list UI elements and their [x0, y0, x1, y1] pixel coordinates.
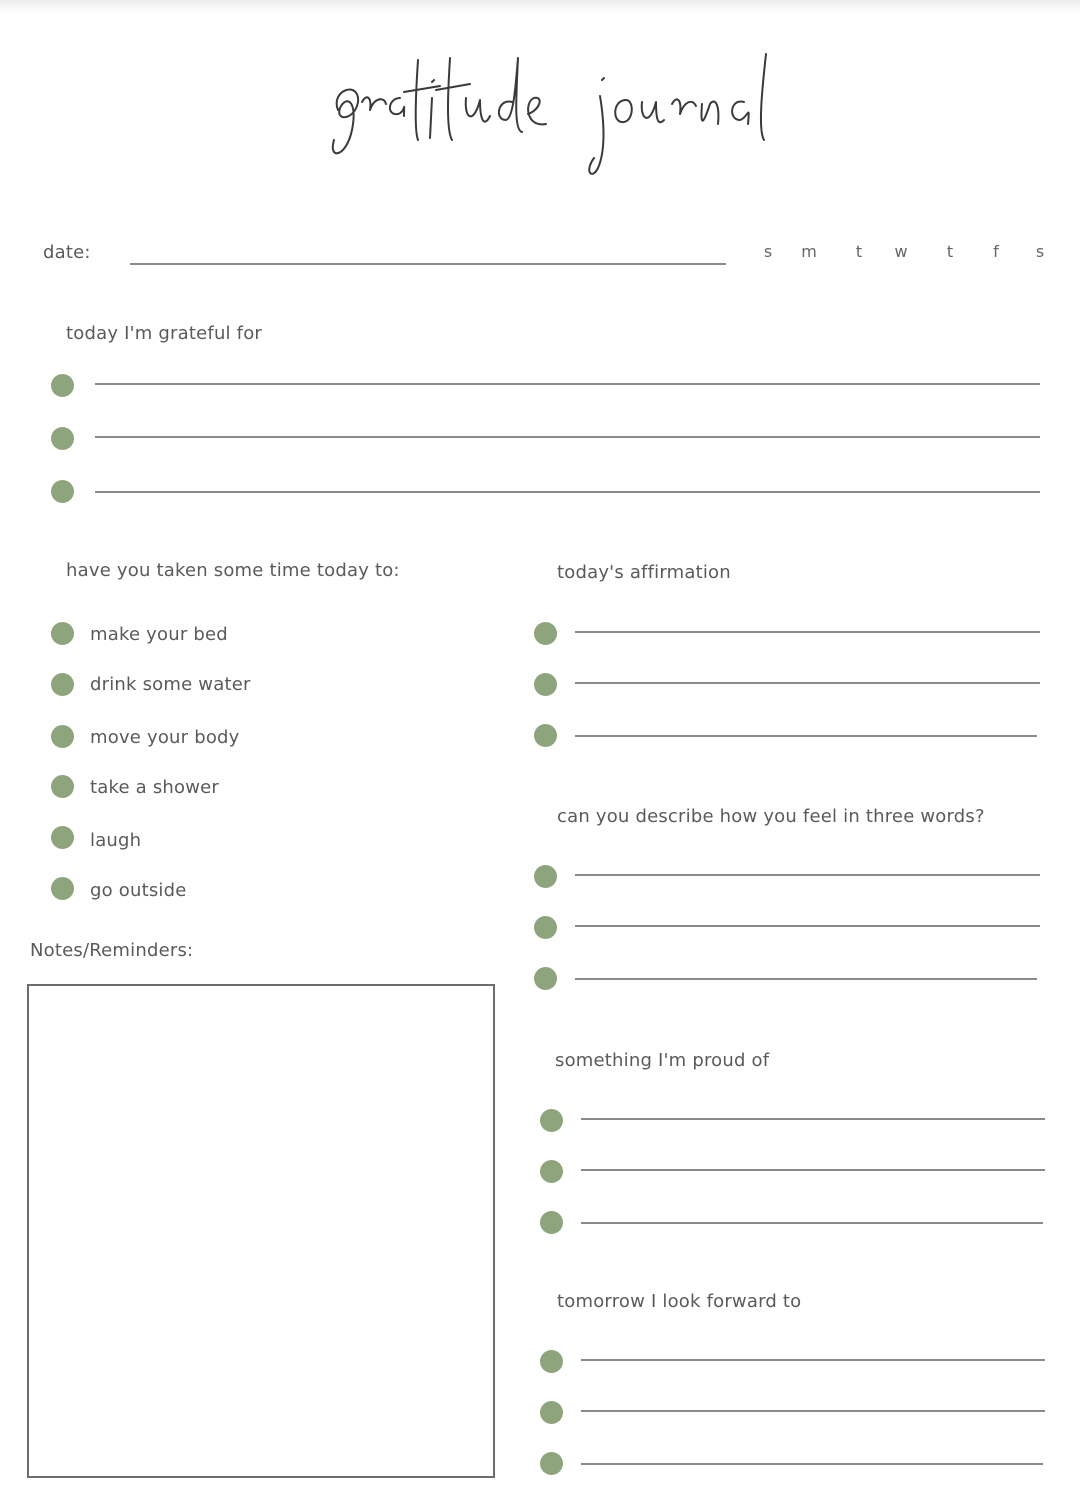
proud-bullet-2 [540, 1160, 563, 1183]
feelings-bullet-3 [534, 967, 557, 990]
weekday-saturday[interactable]: s [1035, 242, 1045, 261]
checklist-heading: have you taken some time today to: [66, 560, 400, 581]
proud-bullet-3 [540, 1211, 563, 1234]
proud-bullet-1 [540, 1109, 563, 1132]
grateful-bullet-1 [51, 374, 74, 397]
tomorrow-line-3[interactable] [581, 1463, 1043, 1465]
weekday-wednesday[interactable]: w [894, 242, 908, 261]
top-shade [0, 0, 1080, 14]
checklist-bullet-4[interactable] [51, 775, 74, 798]
feelings-bullet-1 [534, 865, 557, 888]
journal-title-text [300, 190, 780, 191]
grateful-bullet-2 [51, 427, 74, 450]
affirmation-heading: today's affirmation [557, 562, 731, 583]
feelings-line-3[interactable] [575, 978, 1037, 980]
weekday-friday[interactable]: f [993, 242, 999, 261]
date-line[interactable] [130, 263, 726, 265]
feelings-heading: can you describe how you feel in three words? [557, 806, 985, 827]
journal-title [300, 40, 780, 190]
tomorrow-bullet-3 [540, 1452, 563, 1475]
weekday-selector [752, 242, 1052, 266]
grateful-line-3[interactable] [95, 491, 1040, 493]
feelings-line-1[interactable] [575, 874, 1040, 876]
checklist-bullet-6[interactable] [51, 877, 74, 900]
tomorrow-bullet-1 [540, 1350, 563, 1373]
title-script-lettering [300, 40, 780, 190]
proud-line-3[interactable] [581, 1222, 1043, 1224]
affirmation-bullet-2 [534, 673, 557, 696]
checklist-item-make-bed: make your bed [90, 624, 228, 645]
weekday-sunday[interactable]: s [763, 242, 773, 261]
checklist-bullet-3[interactable] [51, 725, 74, 748]
checklist-item-move-body: move your body [90, 727, 240, 748]
grateful-line-2[interactable] [95, 436, 1040, 438]
proud-line-2[interactable] [581, 1169, 1045, 1171]
tomorrow-heading: tomorrow I look forward to [557, 1291, 802, 1312]
proud-heading: something I'm proud of [555, 1050, 770, 1071]
affirmation-line-2[interactable] [575, 682, 1040, 684]
feelings-line-2[interactable] [575, 925, 1040, 927]
weekday-monday[interactable]: m [801, 242, 817, 261]
checklist-item-laugh: laugh [90, 830, 142, 851]
feelings-bullet-2 [534, 916, 557, 939]
checklist-bullet-1[interactable] [51, 622, 74, 645]
grateful-bullet-3 [51, 480, 74, 503]
checklist-item-shower: take a shower [90, 777, 220, 798]
tomorrow-line-1[interactable] [581, 1359, 1045, 1361]
checklist-item-drink-water: drink some water [90, 674, 251, 695]
tomorrow-bullet-2 [540, 1401, 563, 1424]
checklist-bullet-2[interactable] [51, 673, 74, 696]
proud-line-1[interactable] [581, 1118, 1045, 1120]
weekday-thursday[interactable]: t [946, 242, 954, 261]
checklist-item-go-outside: go outside [90, 880, 187, 901]
affirmation-line-1[interactable] [575, 631, 1040, 633]
grateful-line-1[interactable] [95, 383, 1040, 385]
notes-box[interactable] [27, 984, 495, 1478]
weekday-tuesday[interactable]: t [855, 242, 863, 261]
notes-label: Notes/Reminders: [30, 940, 194, 961]
affirmation-line-3[interactable] [575, 735, 1037, 737]
affirmation-bullet-1 [534, 622, 557, 645]
checklist-bullet-5[interactable] [51, 826, 74, 849]
affirmation-bullet-3 [534, 724, 557, 747]
grateful-heading: today I'm grateful for [66, 323, 263, 344]
tomorrow-line-2[interactable] [581, 1410, 1045, 1412]
date-label: date: [43, 242, 91, 263]
